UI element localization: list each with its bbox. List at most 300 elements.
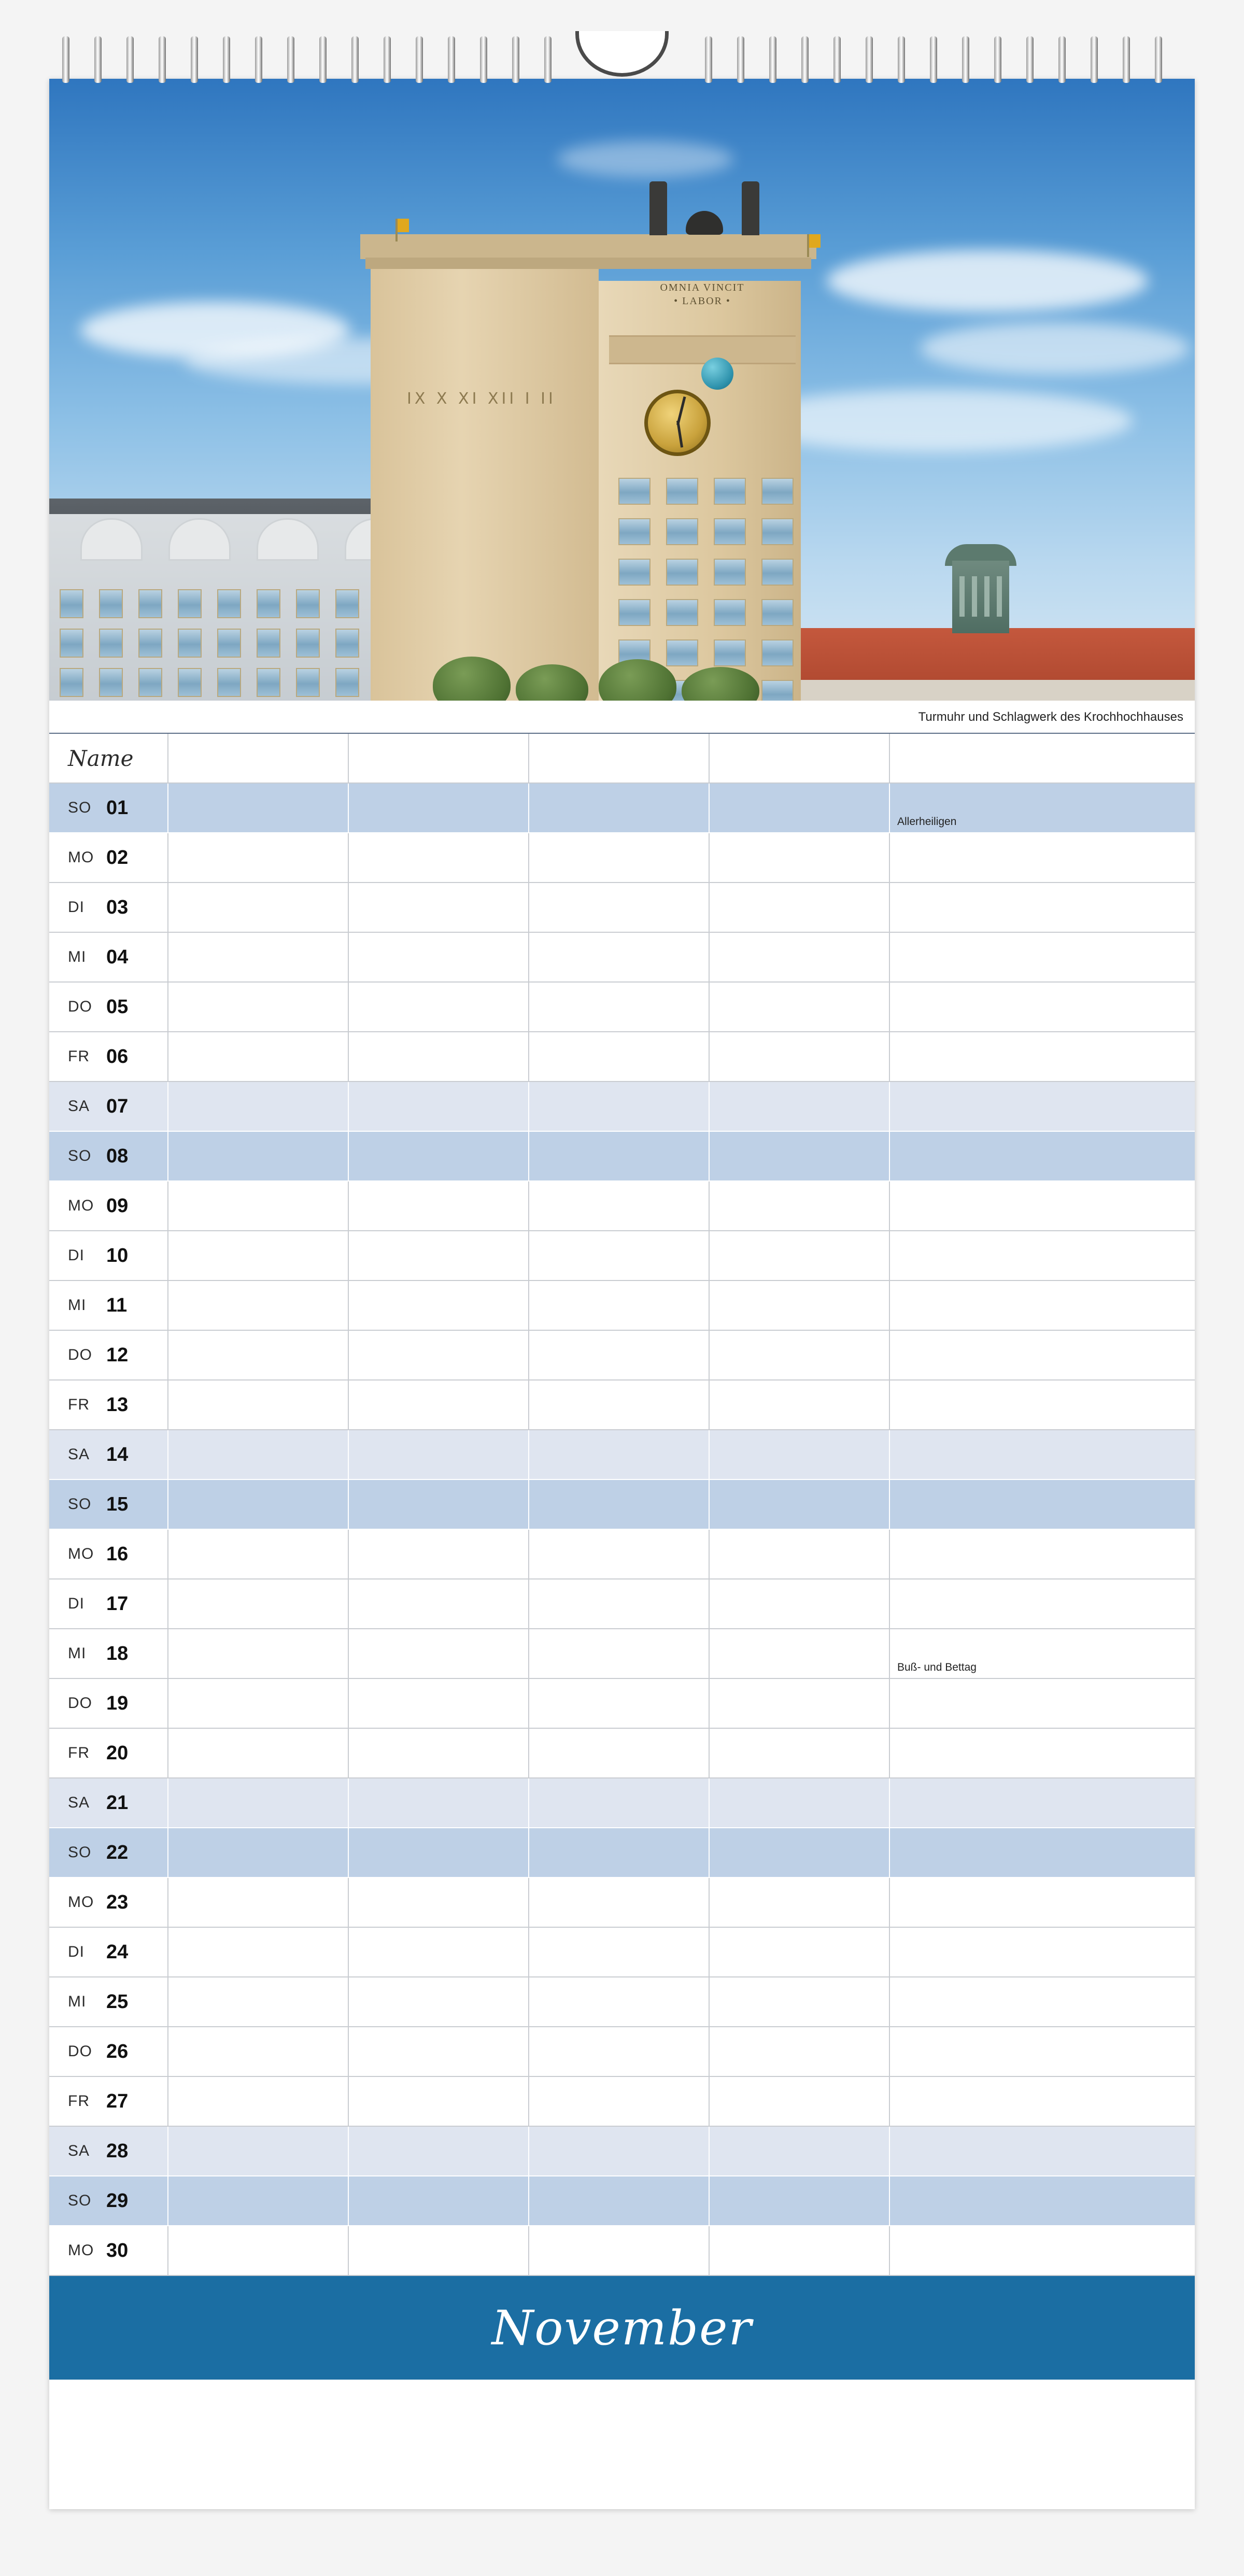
entry-cell[interactable] [349,2176,529,2225]
day-of-week: SO [68,2192,92,2209]
binding-coil [1058,36,1066,83]
entry-cell[interactable] [349,2226,529,2275]
entry-cell[interactable] [349,784,529,832]
entry-cell[interactable] [529,2176,710,2225]
entry-cell[interactable] [890,1878,1070,1927]
entry-cell[interactable] [710,1082,890,1131]
entry-cell[interactable] [529,1132,710,1180]
entry-cell[interactable] [529,2027,710,2076]
entry-cell[interactable] [349,1928,529,1976]
entry-cell[interactable] [890,883,1070,932]
tower-window [666,518,698,545]
entry-cell[interactable] [349,1977,529,2026]
entry-cell[interactable] [890,2127,1070,2175]
tower-window [618,599,651,626]
day-number: 07 [106,1095,129,1117]
entry-cell[interactable] [710,1977,890,2026]
holiday-label: Allerheiligen [897,816,957,828]
entry-cell[interactable] [168,1132,349,1180]
tower-window [761,680,794,701]
entry-cell[interactable] [168,833,349,882]
day-of-week: SO [68,1844,92,1861]
table-row [49,2077,1195,2127]
entry-cell[interactable] [529,1231,710,1280]
entry-cell[interactable] [529,1679,710,1728]
turret-column [984,576,989,617]
binding-coil [705,36,712,83]
building-window [335,668,359,697]
entry-cell[interactable] [529,2127,710,2175]
binding-coil [94,36,102,83]
entry-cell[interactable] [710,1331,890,1379]
entry-cell[interactable] [710,1132,890,1180]
entry-cell[interactable] [349,1281,529,1330]
entry-cell[interactable] [710,1231,890,1280]
day-of-week: MI [68,948,87,965]
entry-cell[interactable] [710,1182,890,1230]
entry-cell[interactable] [890,933,1070,981]
entry-cell[interactable] [529,1182,710,1230]
day-number: 01 [106,796,129,819]
entry-cell[interactable] [529,1281,710,1330]
entry-cell[interactable] [349,1729,529,1777]
entry-cell[interactable] [710,1828,890,1877]
grid-header-row [49,734,1195,784]
day-number: 18 [106,1642,129,1664]
entry-cell[interactable] [168,1977,349,2026]
entry-cell[interactable] [168,1928,349,1976]
entry-cell[interactable] [349,1380,529,1429]
entry-cell[interactable] [168,1331,349,1379]
entry-cell[interactable] [168,784,349,832]
entry-cell[interactable] [349,1231,529,1280]
entry-cell[interactable] [349,2127,529,2175]
entry-cell[interactable] [349,1182,529,1230]
entry-cell[interactable] [890,983,1070,1031]
building-window [335,589,359,618]
entry-cell[interactable] [349,2027,529,2076]
entry-cell[interactable] [890,1430,1070,1479]
entry-cell[interactable] [529,933,710,981]
day-of-week: MI [68,1645,87,1662]
table-row [49,1430,1195,1480]
table-row [49,1778,1195,1828]
entry-cell[interactable] [349,933,529,981]
table-row [49,1729,1195,1778]
day-of-week: SA [68,2142,90,2159]
building-window [257,668,280,697]
day-of-week: DI [68,1943,84,1960]
binding-coil [384,36,391,83]
entry-cell[interactable] [349,1530,529,1578]
entry-cell[interactable] [529,1729,710,1777]
entry-cell[interactable] [890,1629,1070,1678]
day-of-week: DI [68,1247,84,1264]
bell-ringer-statue [649,181,667,235]
entry-cell[interactable] [710,1032,890,1081]
entry-cell[interactable] [529,1380,710,1429]
day-number: 11 [106,1294,128,1316]
bell [686,211,723,235]
table-row [49,1380,1195,1430]
table-row [49,1679,1195,1729]
day-number: 17 [106,1592,129,1615]
header-photo [49,79,1195,701]
entry-cell[interactable] [890,1977,1070,2026]
day-number: 25 [106,1990,129,2013]
entry-cell[interactable] [890,784,1070,832]
entry-cell[interactable] [710,2226,890,2275]
day-cell [49,933,168,981]
day-cell [49,1480,168,1529]
entry-cell[interactable] [168,1778,349,1827]
day-cell [49,833,168,882]
building-window [138,629,162,658]
tower-glyph-row: ΙΧ Χ ΧΙ ΧΙΙ Ι ΙΙ [407,390,556,408]
entry-cell[interactable] [710,883,890,932]
entry-cell[interactable] [890,1729,1070,1777]
day-of-week: MO [68,849,94,866]
entry-cell[interactable] [168,2027,349,2076]
entry-cell[interactable] [710,1729,890,1777]
entry-cell[interactable] [529,983,710,1031]
binding-coil [1026,36,1034,83]
entry-cell[interactable] [529,1579,710,1628]
entry-cell[interactable] [349,883,529,932]
entry-cell[interactable] [168,883,349,932]
day-number: 14 [106,1443,129,1465]
entry-cell[interactable] [349,1032,529,1081]
entry-cell[interactable] [529,1977,710,2026]
entry-cell[interactable] [710,1629,890,1678]
entry-cell[interactable] [710,1281,890,1330]
entry-cell[interactable] [168,1032,349,1081]
entry-cell[interactable] [168,2127,349,2175]
entry-cell[interactable] [529,1331,710,1379]
entry-cell[interactable] [890,1231,1070,1280]
entry-cell[interactable] [529,883,710,932]
entry-cell[interactable] [529,1480,710,1529]
entry-cell[interactable] [349,833,529,882]
entry-cell[interactable] [710,933,890,981]
entry-cell[interactable] [710,2176,890,2225]
day-cell [49,1530,168,1578]
entry-cell[interactable] [168,1828,349,1877]
entry-cell[interactable] [529,1032,710,1081]
tower-cornice-lower [365,258,811,269]
name-header-cell[interactable] [529,734,710,782]
entry-cell[interactable] [529,1082,710,1131]
entry-cell[interactable] [710,2127,890,2175]
tower-window [714,478,746,505]
day-of-week: DO [68,1346,92,1363]
entry-cell[interactable] [710,833,890,882]
inscription-line-1: OMNIA VINCIT [660,282,745,293]
entry-cell[interactable] [168,1082,349,1131]
day-cell [49,2027,168,2076]
entry-cell[interactable] [529,1430,710,1479]
entry-cell[interactable] [890,1679,1070,1728]
entry-cell[interactable] [710,1430,890,1479]
entry-cell[interactable] [890,1928,1070,1976]
entry-cell[interactable] [168,1729,349,1777]
entry-cell[interactable] [710,1480,890,1529]
entry-cell[interactable] [529,2226,710,2275]
binding-coil [1155,36,1162,83]
name-header-cell[interactable] [349,734,529,782]
entry-cell[interactable] [710,983,890,1031]
day-cell [49,1082,168,1131]
entry-cell[interactable] [349,1579,529,1628]
day-of-week: SO [68,1147,92,1164]
building-window [217,589,241,618]
entry-cell[interactable] [168,1182,349,1230]
entry-cell[interactable] [349,2077,529,2126]
day-of-week: MI [68,1993,87,2010]
day-number: 19 [106,1692,129,1714]
day-cell [49,1331,168,1379]
entry-cell[interactable] [710,1928,890,1976]
day-number: 15 [106,1493,129,1515]
entry-cell[interactable] [168,933,349,981]
name-header-cell[interactable] [710,734,890,782]
day-cell [49,784,168,832]
tower-window [714,599,746,626]
entry-cell[interactable] [710,1878,890,1927]
entry-cell[interactable] [890,1132,1070,1180]
tower-inscription [640,281,765,310]
tower-window [761,559,794,586]
entry-cell[interactable] [168,1878,349,1927]
building-window [257,589,280,618]
tower-window [714,518,746,545]
day-number: 28 [106,2140,129,2162]
entry-cell[interactable] [349,1679,529,1728]
table-row [49,1032,1195,1082]
entry-cell[interactable] [710,1778,890,1827]
entry-cell[interactable] [349,1878,529,1927]
right-building-wall [790,680,1195,701]
name-header-cell[interactable] [168,734,349,782]
day-number: 06 [106,1045,129,1068]
entry-cell[interactable] [890,1579,1070,1628]
entry-cell[interactable] [710,2077,890,2126]
tower-window [618,518,651,545]
entry-cell[interactable] [710,1530,890,1578]
entry-cell[interactable] [168,2226,349,2275]
binding-coil [480,36,487,83]
binding-coil [737,36,744,83]
name-header-cell[interactable] [890,734,1070,782]
hanging-hole-cover [568,0,676,31]
entry-cell[interactable] [890,2226,1070,2275]
entry-cell[interactable] [349,1082,529,1131]
table-row [49,2127,1195,2176]
day-cell [49,1281,168,1330]
entry-cell[interactable] [890,2027,1070,2076]
building-window [60,668,83,697]
table-row [49,833,1195,883]
photo-caption-band [49,701,1195,733]
entry-cell[interactable] [168,1480,349,1529]
entry-cell[interactable] [710,1579,890,1628]
cloud [827,250,1148,312]
building-window [99,629,123,658]
entry-cell[interactable] [349,1778,529,1827]
building-window [296,668,320,697]
binding-coil [159,36,166,83]
entry-cell[interactable] [890,1182,1070,1230]
table-row [49,1281,1195,1331]
day-cell [49,883,168,932]
entry-cell[interactable] [890,1530,1070,1578]
month-grid [49,733,1195,2276]
day-number: 29 [106,2189,129,2212]
table-row [49,883,1195,933]
entry-cell[interactable] [529,1778,710,1827]
binding-coil [512,36,519,83]
building-window [99,589,123,618]
entry-cell[interactable] [890,1331,1070,1379]
day-number: 05 [106,995,129,1018]
binding-coil [962,36,969,83]
day-cell [49,1380,168,1429]
entry-cell[interactable] [890,1082,1070,1131]
entry-cell[interactable] [890,2077,1070,2126]
day-of-week: FR [68,1744,90,1761]
entry-cell[interactable] [349,983,529,1031]
entry-cell[interactable] [168,1281,349,1330]
krochhochhaus-tower-left [371,250,599,701]
binding-coil [62,36,69,83]
entry-cell[interactable] [890,1281,1070,1330]
entry-cell[interactable] [710,1380,890,1429]
entry-cell[interactable] [168,2077,349,2126]
entry-cell[interactable] [529,1629,710,1678]
building-window [138,668,162,697]
building-window [60,589,83,618]
entry-cell[interactable] [529,1928,710,1976]
table-row [49,2226,1195,2276]
cloud [557,141,733,177]
day-of-week: DI [68,899,84,916]
entry-cell[interactable] [168,983,349,1031]
entry-cell[interactable] [168,1231,349,1280]
day-of-week: MO [68,1894,94,1911]
table-row [49,1579,1195,1629]
binding-coil [416,36,423,83]
binding-coil [930,36,937,83]
entry-cell[interactable] [890,1032,1070,1081]
entry-cell[interactable] [890,2176,1070,2225]
entry-cell[interactable] [890,1380,1070,1429]
building-window [296,629,320,658]
binding-coil [255,36,262,83]
entry-cell[interactable] [349,1480,529,1529]
binding-coil [769,36,776,83]
entry-cell[interactable] [529,1828,710,1877]
table-row [49,1182,1195,1231]
entry-cell[interactable] [890,833,1070,882]
entry-cell[interactable] [710,2027,890,2076]
day-of-week: DO [68,1695,92,1712]
entry-cell[interactable] [529,833,710,882]
entry-cell[interactable] [168,1380,349,1429]
table-row [49,933,1195,983]
entry-cell[interactable] [168,1430,349,1479]
day-cell [49,2226,168,2275]
day-of-week: FR [68,1048,90,1065]
entry-cell[interactable] [529,2077,710,2126]
day-cell [49,1729,168,1777]
day-of-week: FR [68,2093,90,2110]
entry-cell[interactable] [349,1430,529,1479]
binding-coil [319,36,327,83]
tower-window [666,599,698,626]
entry-cell[interactable] [349,1828,529,1877]
inscription-line-2: • LABOR • [674,295,731,307]
entry-cell[interactable] [168,1629,349,1678]
entry-cell[interactable] [168,2176,349,2225]
entry-cell[interactable] [710,784,890,832]
tower-window [761,478,794,505]
table-row [49,1480,1195,1530]
table-row [49,1132,1195,1182]
tower-window [714,639,746,666]
binding-coil [544,36,552,83]
building-window [178,668,202,697]
day-cell [49,1778,168,1827]
day-of-week: DI [68,1595,84,1612]
entry-cell[interactable] [168,1579,349,1628]
tower-window [618,478,651,505]
day-cell [49,1679,168,1728]
entry-cell[interactable] [529,1530,710,1578]
tower-window [761,639,794,666]
binding-coil [898,36,905,83]
entry-cell[interactable] [890,1480,1070,1529]
tower-window [666,639,698,666]
day-of-week: DO [68,998,92,1015]
day-number: 27 [106,2090,129,2112]
month-name: November [491,2300,753,2356]
table-row [49,1977,1195,2027]
flag [398,219,409,232]
table-row [49,1331,1195,1380]
entry-cell[interactable] [349,1629,529,1678]
day-number: 21 [106,1791,129,1814]
entry-cell[interactable] [168,1679,349,1728]
day-of-week: SO [68,799,92,816]
entry-cell[interactable] [890,1778,1070,1827]
entry-cell[interactable] [349,1331,529,1379]
entry-cell[interactable] [168,1530,349,1578]
entry-cell[interactable] [529,1878,710,1927]
day-number: 30 [106,2239,129,2261]
entry-cell[interactable] [710,1679,890,1728]
day-of-week: FR [68,1396,90,1413]
building-window [335,629,359,658]
day-cell [49,1878,168,1927]
entry-cell[interactable] [529,784,710,832]
tower-cornice [360,234,816,259]
turret-column [997,576,1002,617]
binding-coil [287,36,294,83]
day-number: 09 [106,1194,129,1217]
entry-cell[interactable] [890,1828,1070,1877]
entry-cell[interactable] [349,1132,529,1180]
building-window [138,589,162,618]
